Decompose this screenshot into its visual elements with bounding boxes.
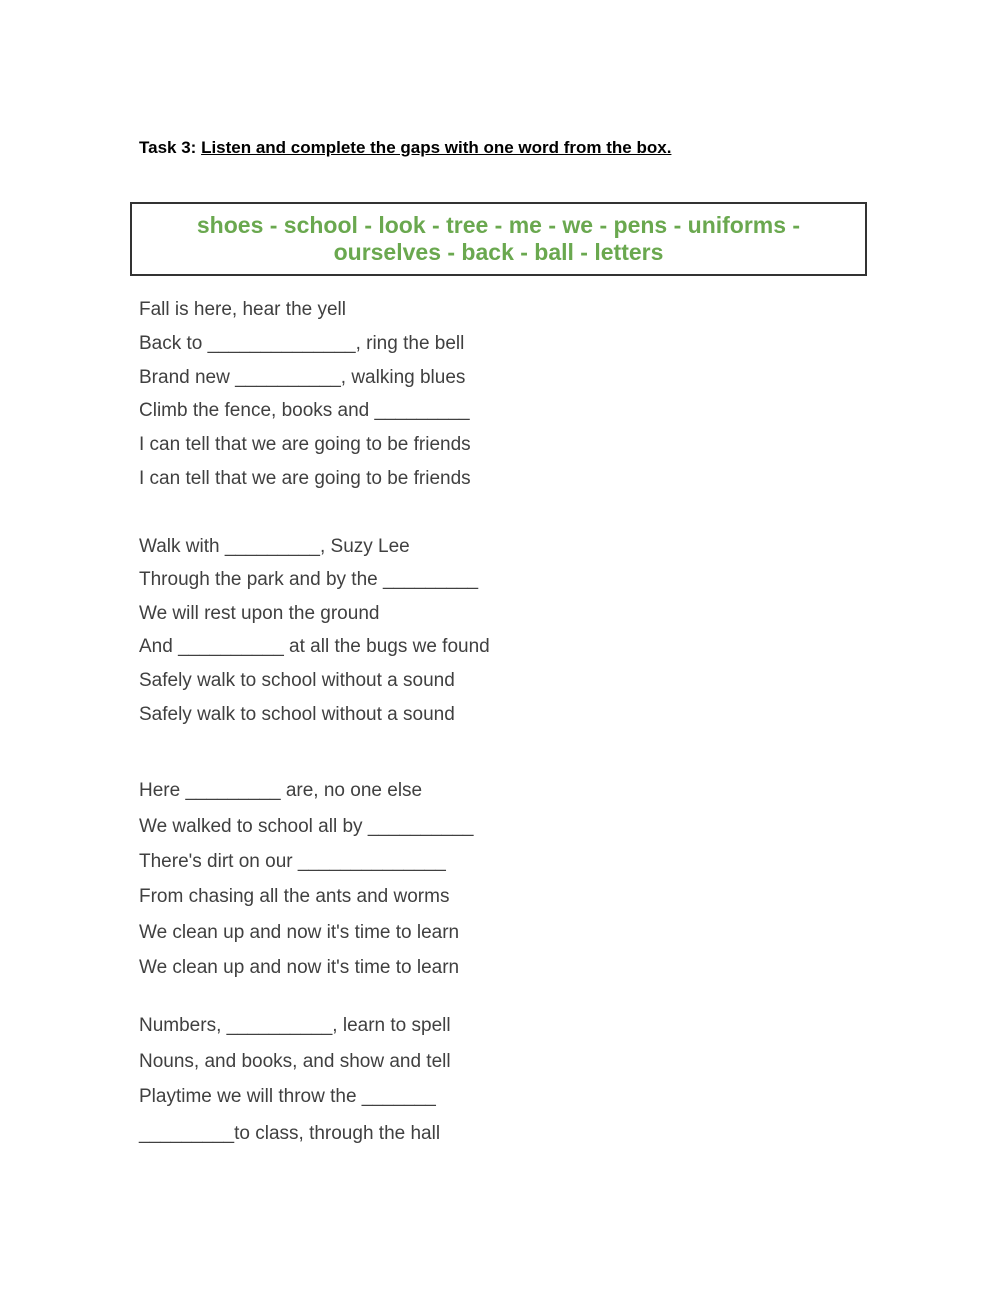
task-heading (139, 138, 671, 158)
lyric-line: And __________ at all the bugs we found (139, 636, 490, 657)
word-box-line-1: shoes - school - look - tree - me - we - pens - uniforms - (196, 212, 801, 238)
lyric-line: Playtime we will throw the _______ (139, 1086, 436, 1107)
lyric-line: Climb the fence, books and _________ (139, 400, 470, 421)
lyric-line: Walk with _________, Suzy Lee (139, 536, 410, 557)
lyric-line: There's dirt on our ______________ (139, 851, 446, 872)
lyric-line: Brand new __________, walking blues (139, 367, 466, 388)
lyric-line: We walked to school all by __________ (139, 816, 474, 837)
task-label: Task 3: (139, 138, 197, 157)
lyric-line: Nouns, and books, and show and tell (139, 1051, 451, 1072)
lyric-line: Safely walk to school without a sound (139, 670, 455, 691)
lyric-line: Numbers, __________, learn to spell (139, 1015, 451, 1036)
lyric-line: From chasing all the ants and worms (139, 886, 450, 907)
lyric-line: Through the park and by the _________ (139, 569, 479, 590)
word-box-line-2: ourselves - back - ball - letters (333, 239, 664, 265)
lyric-line: We will rest upon the ground (139, 603, 380, 624)
lyric-line: We clean up and now it's time to learn (139, 922, 460, 943)
lyric-line: Safely walk to school without a sound (139, 704, 455, 725)
lyric-line: Here _________ are, no one else (139, 780, 423, 801)
lyric-line: _________to class, through the hall (139, 1123, 441, 1144)
word-box (130, 202, 867, 276)
lyric-line: I can tell that we are going to be friends (139, 434, 471, 455)
task-instruction: Listen and complete the gaps with one word from the box. (201, 138, 672, 157)
lyric-line: Fall is here, hear the yell (139, 299, 346, 320)
lyric-line: We clean up and now it's time to learn (139, 957, 460, 978)
lyric-line: Back to ______________, ring the bell (139, 333, 465, 354)
lyric-line: I can tell that we are going to be friends (139, 468, 471, 489)
word-box-text (132, 212, 865, 266)
